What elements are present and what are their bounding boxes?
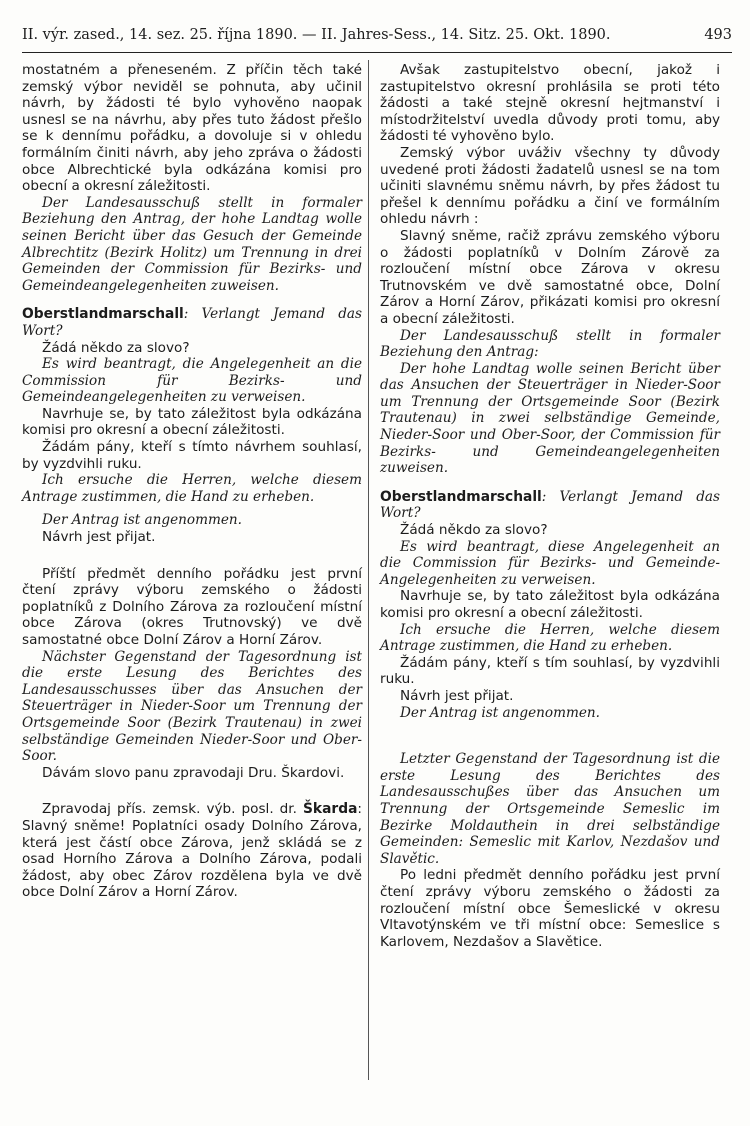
column-divider [368, 60, 369, 1080]
paragraph: Žádám pány, kteří s tím souhlasí, by vyzdvihli ruku. [380, 654, 720, 688]
paragraph-german: Der Landesausschuß stellt in formaler Beziehung den Antrag: [380, 327, 720, 361]
paragraph: Žádá někdo za slovo? [400, 522, 548, 539]
speaker-paragraph [22, 801, 362, 901]
paragraph: Zemský výbor uváživ všechny ty důvody uvedené proti žádosti žadatelů usnesl se na tom učiniti slavnému sněmu návrh, by přes žádost tu přešel k dennímu pořádku a činí ve formálním ohledu návrh : [380, 144, 720, 228]
paragraph: Žádám pány, kteří s tímto návrhem souhlasí, by vyzdvihli ruku. [22, 439, 362, 472]
paragraph-german: Der Landesausschuß stellt in formaler Beziehung den Antrag, der hohe Landtag wolle seinen Bericht über das Gesuch der Gemeinde Albrechtitz (Bezirk Holitz) um Trennung in drei Gemeinden der Commission für Bezirks- und Gemeindeangelegenheiten zuweisen. [22, 194, 362, 294]
paragraph-german: Ich ersuche die Herren, welche diesem Antrage zustimmen, die Hand zu erheben. [380, 621, 720, 655]
speaker-name: Oberstlandmarschall [380, 488, 542, 505]
speaker-name: Škarda [302, 801, 358, 818]
paragraph-german: Es wird beantragt, die Angelegenheit an die Commission für Bezirks- und Gemeindeangelegenheiten zu verweisen. [22, 356, 362, 406]
paragraph: Navrhuje se, by tato záležitost byla odkázána komisi pro okresní a obecní záležitosti. [22, 405, 362, 439]
paragraph: Slavný sněme, račiž zprávu zemského výboru o žádosti poplatníků v Dolním Zárově za rozloučení místní obce Zárova v okresu Trutnovském ve dvě samostatné obce, Dolní Zárov a Horní Zárov, přikázati komisi pro okresní a obecní záležitosti. [380, 227, 720, 327]
paragraph: Avšak zastupitelstvo obecní, jakož i zastupitelstvo okresní prohlásila se proti této žádosti a také stejně okresní hejtmanství i místodržitelství uvedla důvody proti tomu, aby žádosti té vyhověno bylo. [380, 62, 720, 145]
agenda-item-czech: Příští předmět denního pořádku jest první čtení zprávy výboru zemského o žádosti poplatníků z Dolního Zárova za rozloučení místní obce Zárova (okres Trutnovský) ve dvě samostatné obce Dolní Zárov a Horní Zárov. [22, 565, 362, 648]
speaker-name: Oberstlandmarschall [22, 306, 184, 323]
running-header [22, 21, 732, 51]
agenda-item-czech: Po ledni předmět denního pořádku jest první čtení zprávy výboru zemského o žádosti za rozloučení místní obce Šemeslické v okresu Vltavotýnském ve tři místní obce: Semeslice s Karlovem, Nezdašov a Slavětice. [380, 867, 720, 950]
paragraph: mostatném a přeneseném. Z příčin těch také zemský výbor neviděl se pohnuta, aby učinil návrh, by žádosti té bylo vyhověno naopak usnesl se na návrhu, aby přes tuto žádost přešlo se k dennímu pořádku, a dovoluje si v ohledu formálním činiti návrh, aby jeho zpráva o žádosti obce Albrechtické byla odkázána komisi pro obecní a okresní záležitosti. [22, 62, 362, 195]
paragraph-german: Ich ersuche die Herren, welche diesem Antrage zustimmen, die Hand zu erheben. [22, 472, 362, 505]
paragraph: Žádá někdo za slovo? [42, 339, 190, 356]
speech-text: : Verlangt Jemand das Wort? [22, 306, 362, 339]
left-column [22, 62, 362, 901]
right-column [380, 62, 720, 950]
paragraph: Navrhuje se, by tato záležitost byla odkázána komisi pro okresní a obecní záležitosti. [380, 588, 720, 621]
paragraph: Návrh jest přijat. [400, 687, 514, 704]
header-rule [22, 52, 732, 53]
speech-text: : Verlangt Jemand das Wort? [380, 488, 720, 522]
speaker-intro: Zpravodaj přís. zemsk. výb. posl. dr. [42, 801, 297, 818]
speaker-paragraph [22, 306, 362, 339]
paragraph-german: Der Antrag ist angenommen. [400, 704, 600, 721]
page-number: 493 [704, 27, 732, 43]
paragraph-german: Der hohe Landtag wolle seinen Bericht über das Ansuchen der Steuerträger in Nieder-Soor um Trennung der Ortsgemeinde Soor (Bezirk Trautenau) in zwei selbständige Gemeinde, Nieder-Soor und Ober-Soor, der Commission für Bezirks- und Gemeindeangelegenheiten zuweisen. [380, 360, 720, 477]
header-session-info: II. výr. zased., 14. sez. 25. října 1890. — II. Jahres-Sess., 14. Sitz. 25. Okt. 1890. [22, 27, 611, 43]
speaker-paragraph [380, 489, 720, 522]
speech-text: : Slavný sněme! Poplatníci osady Dolního Zárova, která jest částí obce Zárova, jenž skládá se z osad Horního Zárova a Dolního Zárova, podali žádost, aby obec Zárov rozdělena byla ve dvě obce Dolní Zárov a Horní Zárov. [22, 801, 362, 901]
paragraph: Dávám slovo panu zpravodaji Dru. Škardovi. [42, 764, 345, 781]
paragraph-german: Es wird beantragt, diese Angelegenheit an die Commission für Bezirks- und Gemeinde-Angelegenheiten zu verweisen. [380, 538, 720, 588]
agenda-item-german: Nächster Gegenstand der Tagesordnung ist die erste Lesung des Berichtes des Landesausschusses über das Ansuchen der Steuerträger in Nieder-Soor um Trennung der Ortsgemeinde Soor (Bezirk Trautenau) in zwei selbständige Gemeinden Nieder-Soor und Ober-Soor. [22, 648, 362, 765]
paragraph: Návrh jest přijat. [42, 529, 156, 546]
agenda-item-german: Letzter Gegenstand der Tagesordnung ist die erste Lesung des Berichtes des Landesausschußes über das Ansuchen um Trennung der Ortsgemeinde Semeslic im Bezirke Moldauthein in drei selbständige Gemeinden: Semeslic mit Karlov, Nezdašov und Slavětic. [380, 751, 720, 867]
paragraph-german: Der Antrag ist angenommen. [42, 512, 242, 529]
